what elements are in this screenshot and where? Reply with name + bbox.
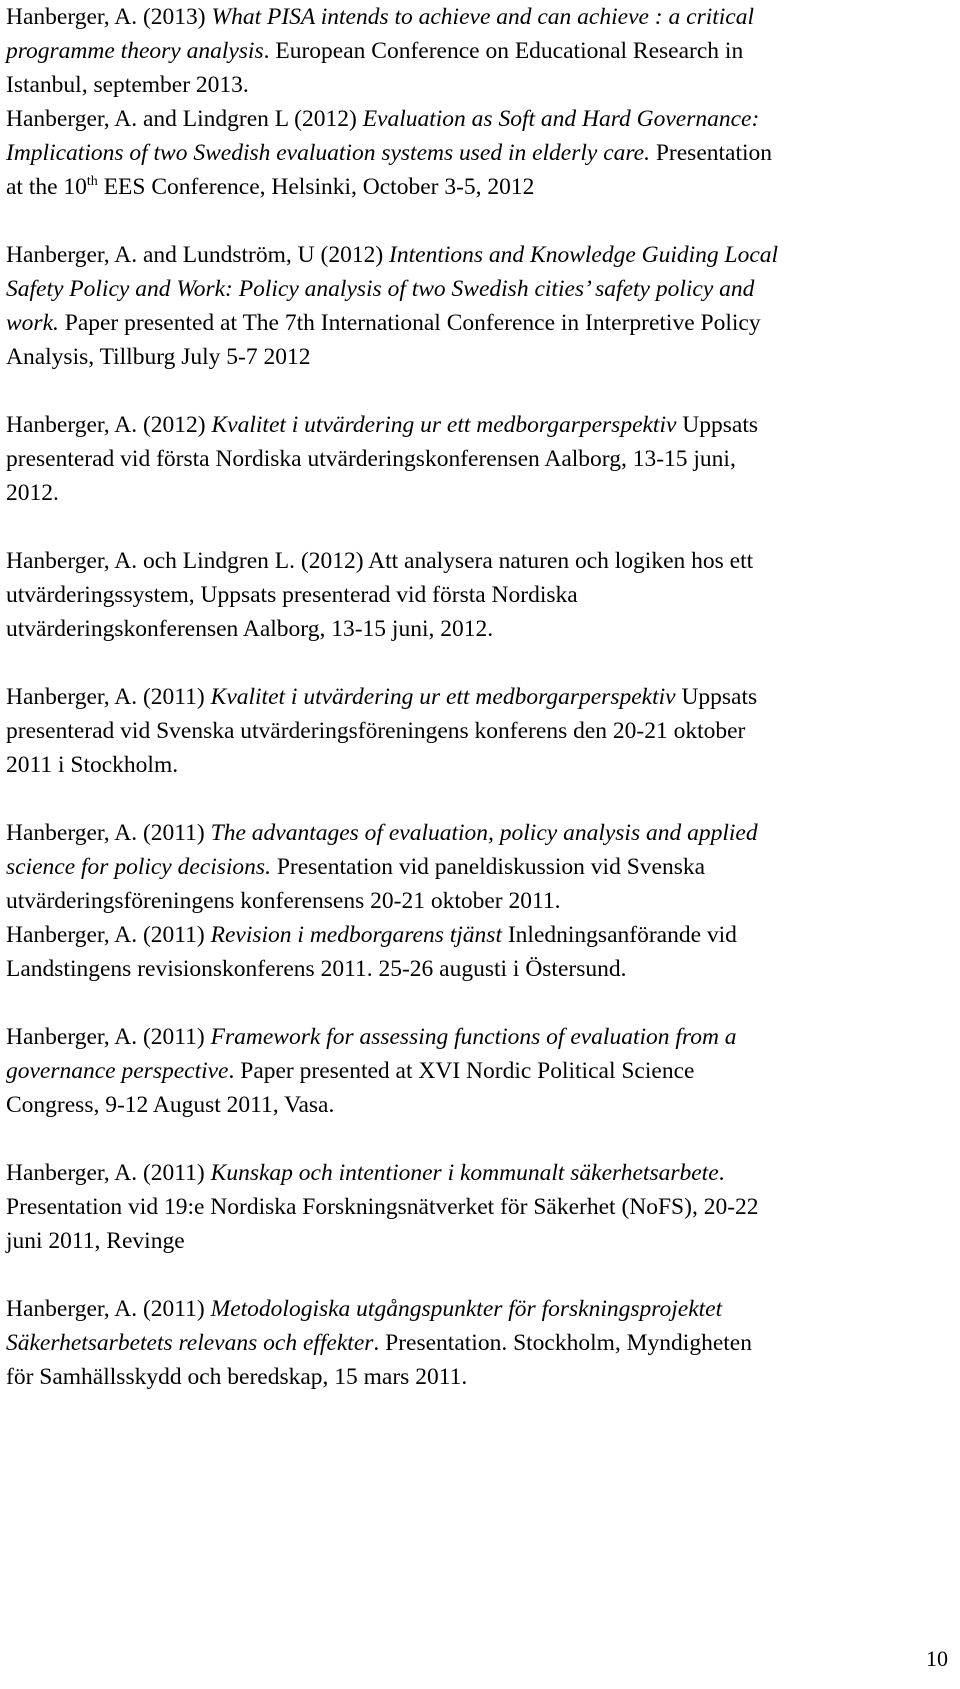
reference-text: Congress, 9-12 August 2011, Vasa.: [6, 1092, 335, 1118]
reference-title-text: Implications of two Swedish evaluation systems used in elderly care.: [6, 140, 650, 166]
reference-title-text: Safety Policy and Work: Policy analysis of two Swedish cities’ safety policy and: [6, 276, 755, 302]
reference-text: . Presentation. Stockholm, Myndigheten: [373, 1330, 752, 1356]
reference-text: Hanberger, A. and Lindgren L (2012): [6, 106, 363, 132]
reference-text: Hanberger, A. (2011): [6, 684, 211, 710]
reference-line: [6, 578, 578, 612]
reference-line: [6, 748, 178, 782]
reference-line: [6, 1088, 334, 1122]
reference-text: .: [718, 1160, 725, 1186]
reference-line: [6, 1020, 737, 1054]
reference-text: Hanberger, A. och Lindgren L. (2012) Att analysera naturen och logiken hos ett: [6, 548, 754, 574]
reference-line: [6, 1292, 722, 1326]
reference-text: utvärderingssystem, Uppsats presenterad vid första Nordiska: [6, 582, 578, 608]
reference-line: [6, 272, 754, 306]
reference-text: Analysis, Tillburg July 5-7 2012: [6, 344, 311, 370]
reference-text: Presentation vid 19:e Nordiska Forskningsnätverket för Säkerhet (NoFS), 20-22: [6, 1194, 759, 1220]
reference-text: Istanbul, september 2013.: [6, 72, 249, 98]
reference-text: utvärderingskonferensen Aalborg, 13-15 juni, 2012.: [6, 616, 494, 642]
reference-line: [6, 340, 310, 374]
reference-title-text: Revision i medborgarens tjänst: [210, 922, 502, 948]
reference-title-text: Evaluation as Soft and Hard Governance:: [362, 106, 760, 132]
reference-line: [6, 102, 759, 136]
reference-line: [6, 306, 761, 340]
reference-title-text: Framework for assessing functions of evaluation from a: [210, 1024, 737, 1050]
reference-line: [6, 170, 534, 204]
reference-line: [6, 884, 561, 918]
reference-text: Uppsats: [676, 412, 759, 438]
reference-line: [6, 0, 754, 34]
reference-text: Hanberger, A. (2011): [6, 922, 211, 948]
reference-line: [6, 68, 249, 102]
reference-text: Inledningsanförande vid: [501, 922, 737, 948]
reference-title-text: programme theory analysis: [6, 38, 264, 64]
reference-line: [6, 714, 745, 748]
reference-text: Presentation: [649, 140, 773, 166]
reference-text: Hanberger, A. (2011): [6, 1024, 211, 1050]
reference-text: Landstingens revisionskonferens 2011. 25-26 augusti i Östersund.: [6, 956, 627, 982]
reference-line: [6, 34, 743, 68]
reference-text: Uppsats: [675, 684, 758, 710]
reference-title-text: Kunskap och intentioner i kommunalt säkerhetsarbete: [210, 1160, 719, 1186]
reference-text: för Samhällsskydd och beredskap, 15 mars 2011.: [6, 1364, 468, 1390]
reference-text: Hanberger, A. (2011): [6, 1296, 211, 1322]
reference-title-text: science for policy decisions.: [6, 854, 271, 880]
reference-line: [6, 1360, 467, 1394]
reference-line: [6, 408, 758, 442]
reference-text: . European Conference on Educational Research in: [263, 38, 744, 64]
reference-title-text: work.: [6, 310, 59, 336]
reference-text: Hanberger, A. and Lundström, U (2012): [6, 242, 390, 268]
reference-line: [6, 238, 778, 272]
reference-title-text: What PISA intends to achieve and can achieve : a critical: [211, 4, 755, 30]
reference-line: [6, 680, 757, 714]
reference-line: [6, 442, 736, 476]
reference-title-text: Metodologiska utgångspunkter för forskningsprojektet: [210, 1296, 723, 1322]
reference-line: [6, 1224, 185, 1258]
reference-text: Hanberger, A. (2011): [6, 1160, 211, 1186]
reference-title-text: Kvalitet i utvärdering ur ett medborgarperspektiv: [210, 684, 676, 710]
ordinal-superscript: th: [86, 174, 98, 189]
reference-line: [6, 1054, 694, 1088]
reference-text: at the 10: [6, 174, 87, 200]
reference-text: Hanberger, A. (2011): [6, 820, 211, 846]
reference-line: [6, 952, 627, 986]
reference-line: [6, 476, 59, 510]
reference-line: [6, 1156, 725, 1190]
reference-text: presenterad vid Svenska utvärderingsföreningens konferens den 20-21 oktober: [6, 718, 746, 744]
reference-line: [6, 850, 705, 884]
reference-text: Hanberger, A. (2013): [6, 4, 212, 30]
reference-text: 2012.: [6, 480, 59, 506]
reference-title-text: governance perspective: [6, 1058, 229, 1084]
reference-line: [6, 816, 758, 850]
reference-title-text: Kvalitet i utvärdering ur ett medborgarperspektiv: [211, 412, 677, 438]
reference-line: [6, 918, 737, 952]
reference-title-text: Intentions and Knowledge Guiding Local: [389, 242, 779, 268]
reference-text: Hanberger, A. (2012): [6, 412, 212, 438]
page-number: 10: [926, 1646, 948, 1671]
reference-text: 2011 i Stockholm.: [6, 752, 179, 778]
reference-text: Paper presented at The 7th International Conference in Interpretive Policy: [58, 310, 761, 336]
reference-title-text: The advantages of evaluation, policy analysis and applied: [210, 820, 758, 846]
reference-text: . Paper presented at XVI Nordic Political Science: [228, 1058, 695, 1084]
reference-title-text: Säkerhetsarbetets relevans och effekter: [6, 1330, 374, 1356]
reference-line: [6, 1190, 759, 1224]
reference-line: [6, 1326, 752, 1360]
reference-line: [6, 544, 753, 578]
reference-text: EES Conference, Helsinki, October 3-5, 2012: [97, 174, 535, 200]
reference-line: [6, 136, 772, 170]
reference-text: juni 2011, Revinge: [6, 1228, 185, 1254]
reference-text: utvärderingsföreningens konferensens 20-21 oktober 2011.: [6, 888, 561, 914]
reference-text: Presentation vid paneldiskussion vid Svenska: [270, 854, 706, 880]
reference-line: [6, 612, 493, 646]
document-page: [6, 0, 956, 1689]
reference-text: presenterad vid första Nordiska utvärderingskonferensen Aalborg, 13-15 juni,: [6, 446, 736, 472]
